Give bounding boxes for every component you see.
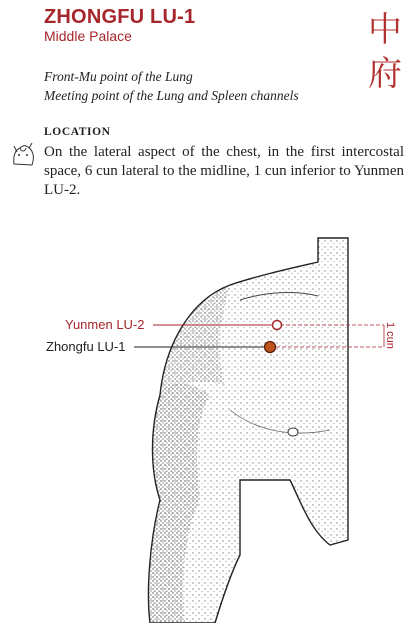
yunmen-point [273,321,282,330]
classification-item: Front-Mu point of the Lung [44,69,193,84]
nipple [288,428,298,436]
point-title: ZHONGFU LU-1 [44,6,196,28]
location-icon [8,140,38,166]
shoulder-shading [160,285,230,395]
zhongfu-point [265,342,276,353]
anatomy-illustration [0,230,419,623]
point-translation: Middle Palace [44,28,132,44]
yunmen-label: Yunmen LU-2 [65,317,145,332]
measure-label: 1 cun [384,322,396,349]
location-heading: LOCATION [44,126,111,138]
classification-list [44,67,299,105]
chinese-char-1: 中 [368,10,402,50]
chinese-char-2: 府 [368,54,402,94]
zhongfu-label: Zhongfu LU-1 [46,339,126,354]
chinese-characters [360,8,410,96]
location-description: On the lateral aspect of the chest, in the first intercostal space, 6 cun lateral to the midline, 1 cun inferior to Yunmen LU-2. [44,144,404,198]
classification-item: Meeting point of the Lung and Spleen channels [44,88,299,103]
